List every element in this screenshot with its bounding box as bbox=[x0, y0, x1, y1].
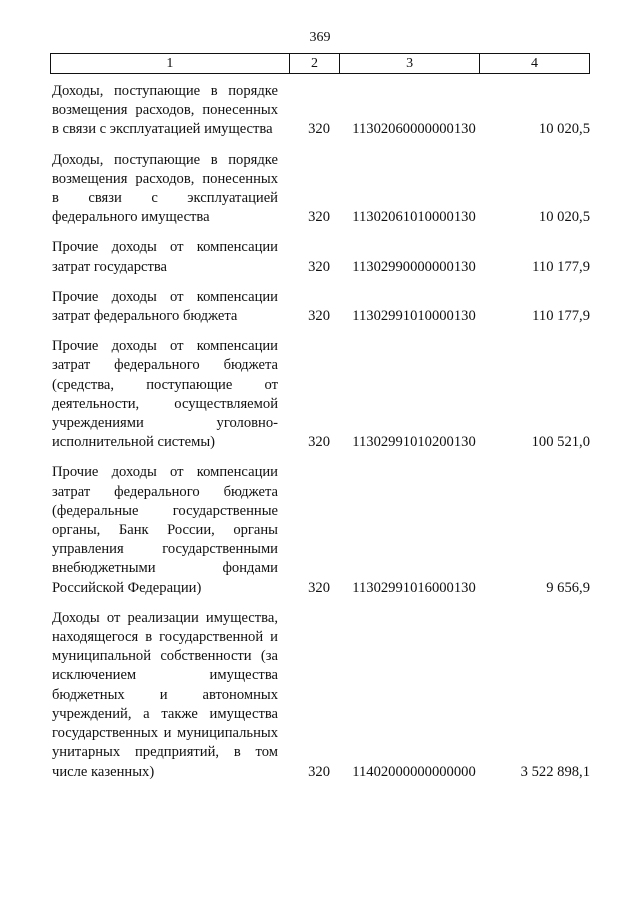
table-row bbox=[52, 238, 590, 276]
row-amount: 3 522 898,1 bbox=[520, 763, 590, 780]
table-row bbox=[52, 82, 590, 140]
row-budget-code: 11302991016000130 bbox=[352, 579, 476, 596]
table-body bbox=[52, 82, 590, 793]
header-col-2: 2 bbox=[290, 54, 341, 73]
row-amount: 9 656,9 bbox=[546, 579, 590, 596]
row-description: Прочие доходы от компенсации затрат государства bbox=[52, 239, 278, 275]
row-description: Доходы от реализации имущества, находящегося в государственной и муниципальной собственности (за исключением имущества бюджетных и автономных учреждений, а также имущества государственных и муниципальных унитарных предприятий, в том числе казенных) bbox=[52, 609, 278, 780]
row-budget-code: 11302060000000130 bbox=[352, 121, 476, 138]
row-description: Прочие доходы от компенсации затрат федерального бюджета bbox=[52, 288, 278, 325]
row-admin-code: 320 bbox=[308, 308, 330, 325]
row-description: Доходы, поступающие в порядке возмещения расходов, понесенных в связи с эксплуатацией имущества bbox=[52, 83, 278, 138]
row-admin-code: 320 bbox=[308, 434, 330, 451]
table-row bbox=[52, 463, 590, 597]
row-admin-code: 320 bbox=[308, 209, 330, 226]
row-amount: 10 020,5 bbox=[538, 209, 590, 226]
row-amount: 110 177,9 bbox=[532, 258, 590, 275]
row-budget-code: 11302990000000130 bbox=[352, 258, 476, 275]
row-description: Прочие доходы от компенсации затрат федерального бюджета (федеральные государственные органы, Банк России, органы управления государственными внебюджетными фондами Российской Федерации) bbox=[52, 464, 278, 596]
row-description: Прочие доходы от компенсации затрат федерального бюджета (средства, поступающие от деятельности, осуществляемой учреждениями уголовно-исполнительной системы) bbox=[52, 338, 278, 451]
row-amount: 10 020,5 bbox=[538, 121, 590, 138]
table-row bbox=[52, 337, 590, 452]
row-admin-code: 320 bbox=[308, 258, 330, 275]
row-admin-code: 320 bbox=[308, 121, 330, 138]
row-admin-code: 320 bbox=[308, 579, 330, 596]
table-row bbox=[52, 151, 590, 228]
table-header bbox=[50, 53, 590, 74]
row-budget-code: 11302061010000130 bbox=[352, 209, 476, 226]
page-number: 369 bbox=[309, 30, 331, 45]
header-col-4: 4 bbox=[531, 56, 538, 71]
table-row bbox=[52, 609, 590, 782]
table-row bbox=[52, 288, 590, 326]
row-budget-code: 11402000000000000 bbox=[352, 763, 476, 780]
row-amount: 100 521,0 bbox=[531, 434, 590, 451]
row-budget-code: 11302991010200130 bbox=[352, 434, 476, 451]
row-amount: 110 177,9 bbox=[532, 308, 590, 325]
header-col-3: 3 bbox=[340, 54, 480, 73]
header-col-1: 1 bbox=[51, 54, 290, 73]
row-description: Доходы, поступающие в порядке возмещения расходов, понесенных в связи с эксплуатацией федерального имущества bbox=[52, 151, 278, 226]
row-budget-code: 11302991010000130 bbox=[352, 308, 476, 325]
row-admin-code: 320 bbox=[308, 763, 330, 780]
